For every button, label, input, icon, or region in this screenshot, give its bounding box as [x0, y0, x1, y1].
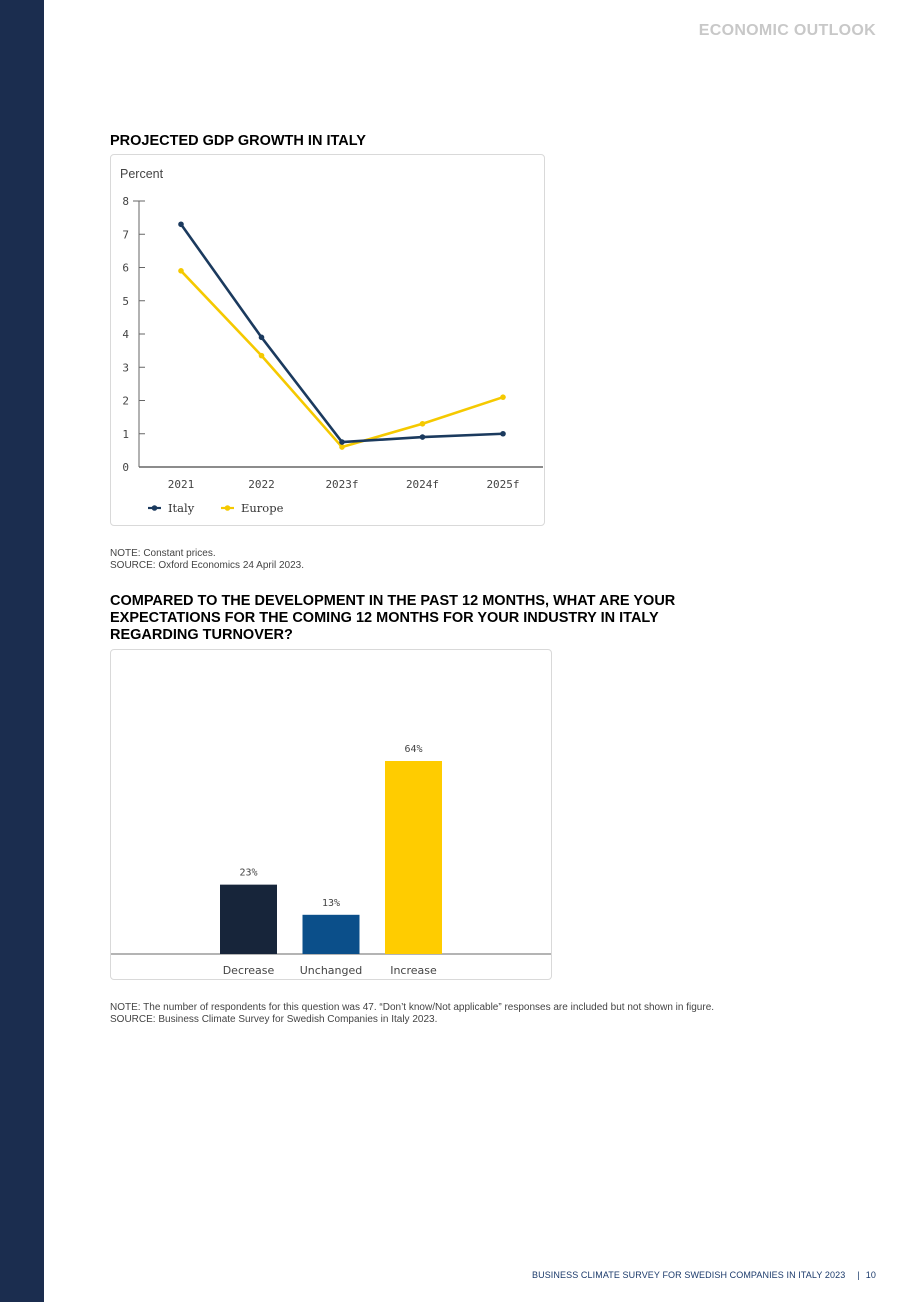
turnover-heading-line: COMPARED TO THE DEVELOPMENT IN THE PAST 12 MONTHS, WHAT ARE YOUR	[110, 593, 676, 609]
section-label: ECONOMIC OUTLOOK	[698, 22, 876, 39]
footer-title: BUSINESS CLIMATE SURVEY FOR SWEDISH COMPANIES IN ITALY 2023	[532, 1270, 846, 1280]
data-point-europe	[178, 268, 184, 274]
y-tick-label: 3	[122, 361, 129, 375]
legend-label-europe: Europe	[241, 501, 284, 515]
y-tick-label: 2	[122, 394, 129, 408]
data-point-europe	[500, 394, 506, 400]
category-label: Decrease	[222, 964, 275, 977]
turnover-source: SOURCE: Business Climate Survey for Swedish Companies in Italy 2023.	[110, 1014, 438, 1025]
data-point-italy	[339, 439, 345, 445]
y-axis-label: Percent	[120, 167, 164, 181]
turnover-bar-chart	[111, 650, 551, 979]
data-point-europe	[339, 444, 345, 450]
gdp-source: SOURCE: Oxford Economics 24 April 2023.	[110, 560, 304, 571]
page-footer	[532, 1270, 876, 1280]
legend-swatch-dot	[225, 505, 231, 511]
bar-value-label: 23%	[239, 867, 258, 879]
bar-value-label: 64%	[404, 744, 423, 755]
y-tick-label: 5	[122, 294, 129, 308]
page-number: 10	[865, 1270, 876, 1280]
legend-swatch-dot	[152, 505, 158, 511]
y-tick-label: 8	[122, 195, 129, 208]
gdp-note-block	[110, 548, 725, 572]
gdp-chart-frame	[110, 154, 545, 526]
turnover-chart-frame	[110, 649, 552, 980]
y-tick-label: 0	[122, 461, 129, 474]
bar-decrease	[220, 885, 277, 954]
turnover-note-block	[110, 1002, 725, 1026]
gdp-chart-heading: PROJECTED GDP GROWTH IN ITALY	[110, 133, 366, 149]
gdp-note: NOTE: Constant prices.	[110, 548, 216, 559]
category-label: Unchanged	[299, 964, 363, 977]
x-tick-label: 2023f	[325, 478, 359, 491]
turnover-chart-heading	[110, 593, 675, 644]
x-tick-label: 2021	[167, 478, 195, 491]
bar-increase	[385, 761, 442, 954]
data-point-italy	[259, 335, 265, 341]
sidebar-band	[0, 0, 44, 1302]
data-point-europe	[420, 421, 426, 427]
data-point-italy	[500, 431, 506, 437]
data-point-europe	[259, 353, 265, 359]
turnover-heading-line: REGARDING TURNOVER?	[110, 627, 293, 643]
bar-unchanged	[303, 915, 360, 954]
series-line-europe	[181, 271, 503, 447]
x-tick-label: 2024f	[405, 478, 440, 491]
data-point-italy	[178, 221, 184, 227]
legend-label-italy: Italy	[168, 501, 195, 515]
turnover-heading-line: EXPECTATIONS FOR THE COMING 12 MONTHS FOR YOUR INDUSTRY IN ITALY	[110, 610, 659, 626]
y-tick-label: 1	[122, 427, 129, 441]
data-point-italy	[420, 434, 426, 440]
gdp-line-chart	[111, 155, 544, 525]
turnover-note: NOTE: The number of respondents for this question was 47. “Don’t know/Not applicable” responses are included but not shown in figure.	[110, 1002, 715, 1013]
y-tick-label: 4	[122, 328, 129, 341]
y-tick-label: 6	[122, 261, 129, 275]
bar-value-label: 13%	[321, 897, 341, 909]
series-line-italy	[181, 224, 503, 442]
footer-separator: |	[857, 1270, 860, 1280]
y-tick-label: 7	[122, 228, 129, 242]
x-tick-label: 2022	[248, 478, 275, 491]
category-label: Increase	[390, 964, 437, 977]
x-tick-label: 2025f	[486, 478, 520, 491]
